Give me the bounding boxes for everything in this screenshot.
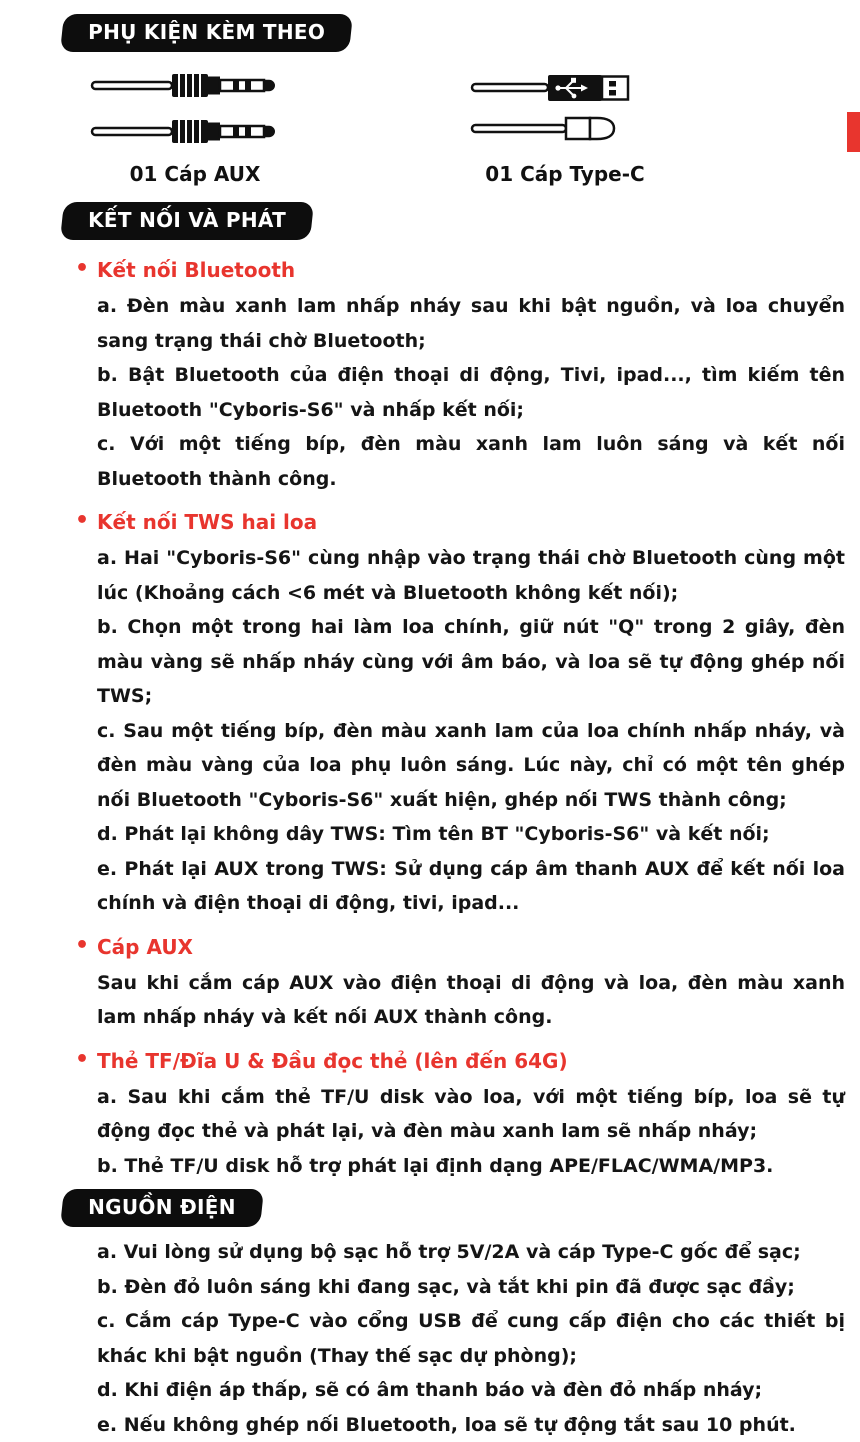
- bullet-icon: •: [75, 1045, 89, 1075]
- power-content: [97, 1235, 845, 1442]
- instruction-paragraph: Sau khi cắm cáp AUX vào điện thoại di động và loa, đèn màu xanh lam nhấp nháy và kết nối AUX thành công.: [97, 966, 845, 1035]
- power-badge-label: NGUỒN ĐIỆN: [88, 1195, 236, 1219]
- bullet-icon: •: [75, 931, 89, 961]
- topic-title: Kết nối Bluetooth: [97, 258, 295, 282]
- connection-badge-label: KẾT NỐI VÀ PHÁT: [88, 208, 286, 232]
- bullet-icon: •: [75, 254, 89, 284]
- red-edge-marker: [847, 112, 860, 152]
- instruction-paragraph: b. Đèn đỏ luôn sáng khi đang sạc, và tắt khi pin đã được sạc đầy;: [97, 1270, 845, 1305]
- connection-content: [97, 253, 845, 1183]
- connection-badge: [60, 202, 314, 240]
- topic-bluetooth: [97, 253, 845, 496]
- aux-cable-accessory: [90, 66, 300, 186]
- instruction-paragraph: e. Phát lại AUX trong TWS: Sử dụng cáp âm thanh AUX để kết nối loa chính và điện thoại di động, tivi, ipad...: [97, 852, 845, 921]
- power-badge: [60, 1189, 264, 1227]
- instruction-paragraph: d. Khi điện áp thấp, sẽ có âm thanh báo và đèn đỏ nhấp nháy;: [97, 1373, 845, 1408]
- typec-cable-accessory: [470, 66, 660, 186]
- instruction-paragraph: b. Bật Bluetooth của điện thoại di động, Tivi, ipad..., tìm kiếm tên Bluetooth "Cyboris-S6" và nhấp kết nối;: [97, 358, 845, 427]
- instruction-paragraph: d. Phát lại không dây TWS: Tìm tên BT "Cyboris-S6" và kết nối;: [97, 817, 845, 852]
- instruction-paragraph: a. Sau khi cắm thẻ TF/U disk vào loa, với một tiếng bíp, loa sẽ tự động đọc thẻ và phát lại, và đèn màu xanh lam sẽ nhấp nháy;: [97, 1080, 845, 1149]
- topic-aux: [97, 930, 845, 1035]
- instruction-paragraph: a. Vui lòng sử dụng bộ sạc hỗ trợ 5V/2A và cáp Type-C gốc để sạc;: [97, 1235, 845, 1270]
- bullet-icon: •: [75, 506, 89, 536]
- typec-cable-label: 01 Cáp Type-C: [485, 162, 644, 186]
- accessories-row: [0, 64, 860, 186]
- instruction-paragraph: c. Sau một tiếng bíp, đèn màu xanh lam của loa chính nhấp nháy, và đèn màu vàng của loa phụ luôn sáng. Lúc này, chỉ có một tên ghép nối Bluetooth "Cyboris-S6" xuất hiện, ghép nối TWS thành công;: [97, 714, 845, 818]
- instruction-paragraph: c. Với một tiếng bíp, đèn màu xanh lam luôn sáng và kết nối Bluetooth thành công.: [97, 427, 845, 496]
- instruction-paragraph: c. Cắm cáp Type-C vào cổng USB để cung cấp điện cho các thiết bị khác khi bật nguồn (Thay thế sạc dự phòng);: [97, 1304, 845, 1373]
- topic-title: Cáp AUX: [97, 935, 193, 959]
- aux-cable-label: 01 Cáp AUX: [130, 162, 261, 186]
- instruction-paragraph: a. Hai "Cyboris-S6" cùng nhập vào trạng thái chờ Bluetooth cùng một lúc (Khoảng cách <6 mét và Bluetooth không kết nối);: [97, 541, 845, 610]
- instruction-paragraph: e. Nếu không ghép nối Bluetooth, loa sẽ tự động tắt sau 10 phút.: [97, 1408, 845, 1442]
- instruction-paragraph: b. Chọn một trong hai làm loa chính, giữ nút "Q" trong 2 giây, đèn màu vàng sẽ nhấp nháy cùng với âm báo, và loa sẽ tự động ghép nối TWS;: [97, 610, 845, 714]
- instruction-paragraph: b. Thẻ TF/U disk hỗ trợ phát lại định dạng APE/FLAC/WMA/MP3.: [97, 1149, 845, 1184]
- topic-title: Thẻ TF/Đĩa U & Đầu đọc thẻ (lên đến 64G): [97, 1049, 568, 1073]
- typec-cable-icon: [470, 66, 660, 158]
- accessories-badge-label: PHỤ KIỆN KÈM THEO: [88, 20, 325, 44]
- topic-title: Kết nối TWS hai loa: [97, 510, 317, 534]
- topic-tf-card: [97, 1044, 845, 1184]
- aux-cable-icon: [90, 66, 300, 158]
- topic-tws: [97, 505, 845, 921]
- accessories-badge: [60, 14, 353, 52]
- instruction-paragraph: a. Đèn màu xanh lam nhấp nháy sau khi bật nguồn, và loa chuyển sang trạng thái chờ Bluetooth;: [97, 289, 845, 358]
